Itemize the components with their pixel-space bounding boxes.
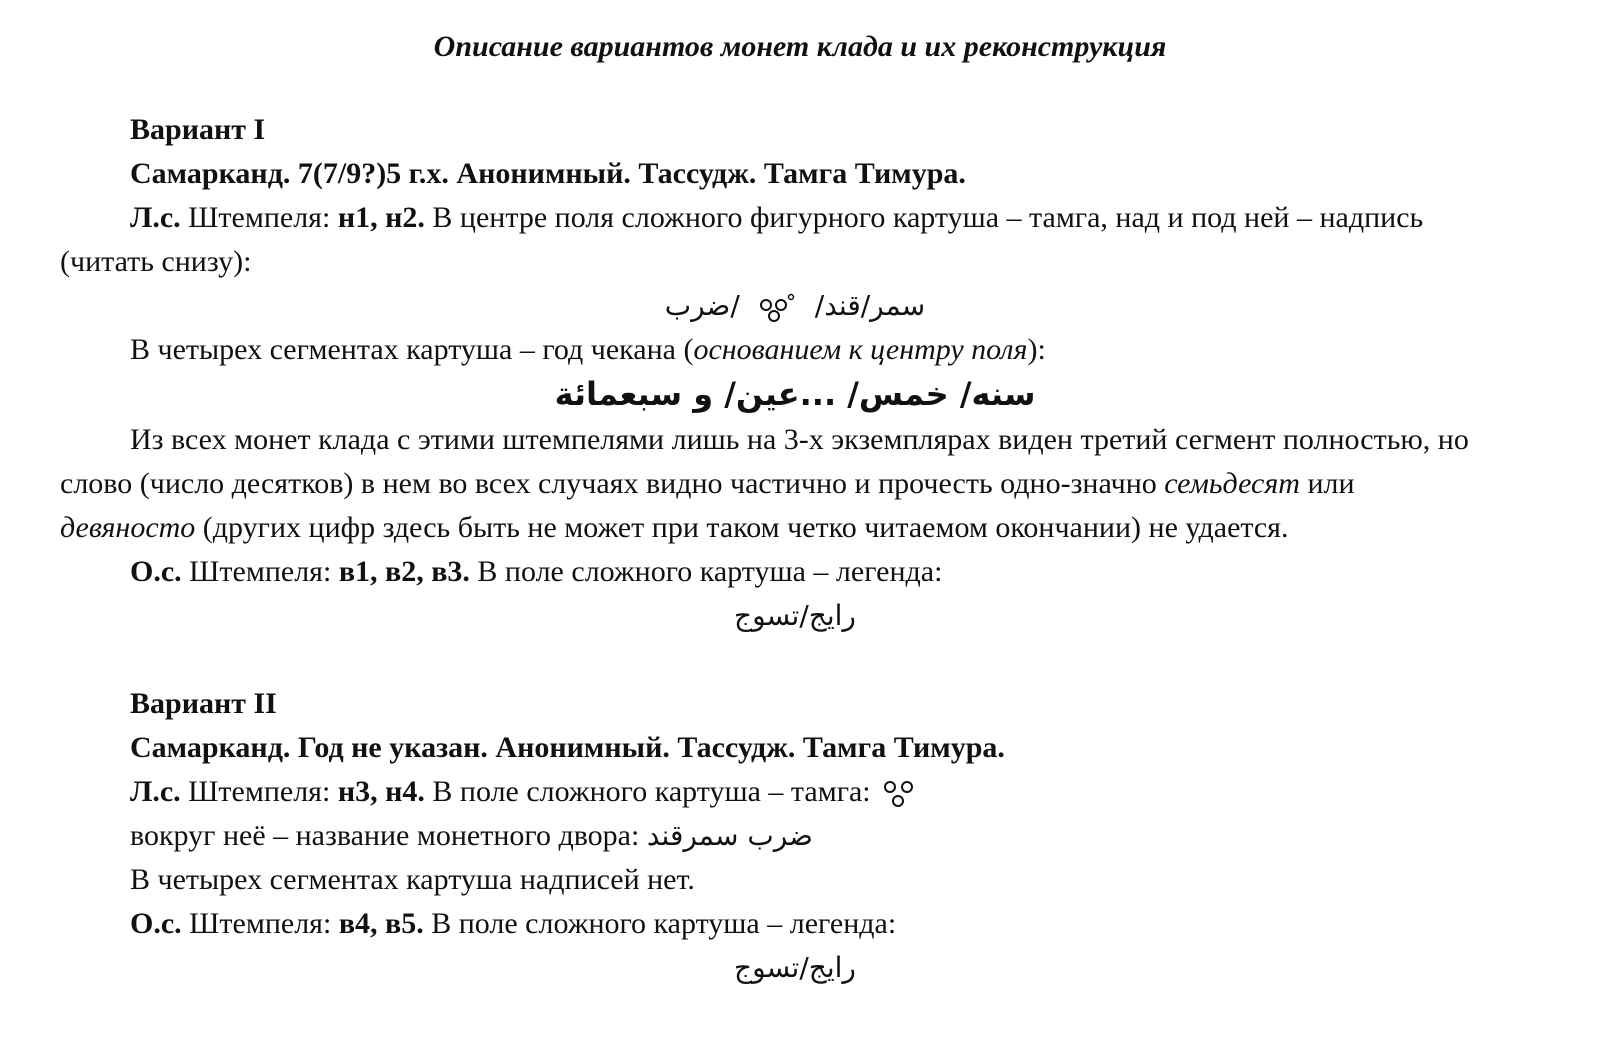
variant2-heading [60, 682, 1490, 726]
variant1-discussion-paragraph [60, 418, 1490, 550]
discussion-italic-ninety: девяносто [60, 511, 196, 544]
reverse-label: О.с. [130, 907, 182, 940]
document-body [60, 108, 1490, 990]
variant2-reverse-paragraph [60, 902, 1490, 946]
variant2-obverse-paragraph [60, 770, 1490, 814]
variant1-obverse-paragraph [60, 196, 1490, 284]
variant1-reverse-paragraph [60, 550, 1490, 594]
variant1-subheading-text: Самарканд. 7(7/9?)5 г.х. Анонимный. Тассудж. Тамга Тимура. [130, 157, 966, 190]
document-title: Описание вариантов монет клада и их реконструкция [433, 30, 1167, 63]
tamga-icon [757, 293, 797, 323]
variant2-segments-paragraph [60, 858, 1490, 902]
arabic-reverse-text: رايج/تسوج [734, 951, 856, 984]
section-gap [60, 638, 1490, 682]
segments-text-italic: основанием к центру поля [693, 333, 1028, 366]
segments-text: В четырех сегментах картуша надписей нет. [130, 863, 695, 896]
obverse-label: Л.с. [130, 201, 181, 234]
stamps-word: Штемпеля: [181, 907, 339, 940]
variant2-heading-text: Вариант II [130, 687, 277, 720]
variant1-heading [60, 108, 1490, 152]
reverse-stamps: в4, в5. [338, 907, 424, 940]
arabic-year-text: سنه/ خمس/ ...عين/ و سبعمائة [554, 375, 1036, 413]
reverse-label: О.с. [130, 555, 182, 588]
discussion-text-b: или [1299, 467, 1355, 500]
variant2-subheading-text: Самарканд. Год не указан. Анонимный. Тассудж. Тамга Тимура. [130, 731, 1005, 764]
tamga-icon [881, 777, 921, 811]
variant1-heading-text: Вариант I [130, 113, 266, 146]
obverse-stamps: н1, н2. [337, 201, 425, 234]
discussion-text-c: (других цифр здесь быть не может при таком четко читаемом окончании) не удается. [195, 511, 1289, 544]
discussion-italic-seventy: семьдесят [1164, 467, 1300, 500]
variant1-segments-paragraph [60, 328, 1490, 372]
obverse-label: Л.с. [130, 775, 181, 808]
segments-text-b: ): [1027, 333, 1046, 366]
stamps-word: Штемпеля: [181, 555, 339, 588]
reverse-text: В поле сложного картуша – легенда: [423, 907, 897, 940]
arabic-inscription-right: سمر/قند/ [814, 289, 926, 322]
discussion-text-a: Из всех монет клада с этими штемпелями лишь на 3-х экземплярах виден третий сегмент полностью, но слово (число десятков) в нем во всех случаях видно частично и прочесть одно-значно [60, 423, 1469, 500]
stamps-word: Штемпеля: [180, 775, 338, 808]
mint-text: вокруг неё – название монетного двора: [130, 819, 647, 852]
obverse-text: В поле сложного картуша – тамга: [424, 775, 871, 808]
variant1-arabic-reverse [60, 594, 1490, 638]
arabic-inscription-left: /ضرب [664, 289, 740, 322]
arabic-reverse-text: رايج/تسوج [734, 599, 856, 632]
variant1-subheading [60, 152, 1490, 196]
stamps-word: Штемпеля: [180, 201, 338, 234]
obverse-text: В центре поля сложного фигурного картуша – тамга, над и под ней – надпись (читать снизу): [60, 201, 1424, 278]
variant1-arabic-year [60, 372, 1490, 418]
variant2-subheading [60, 726, 1490, 770]
reverse-text: В поле сложного картуша – легенда: [469, 555, 943, 588]
segments-text-a: В четырех сегментах картуша – год чекана ( [130, 333, 694, 366]
variant2-mint-paragraph [60, 814, 1490, 858]
variant1-arabic-inscription [60, 284, 1490, 328]
reverse-stamps: в1, в2, в3. [338, 555, 470, 588]
obverse-stamps: н3, н4. [337, 775, 425, 808]
arabic-mint-text: ضرب سمرقند [646, 819, 813, 852]
variant2-arabic-reverse [60, 946, 1490, 990]
